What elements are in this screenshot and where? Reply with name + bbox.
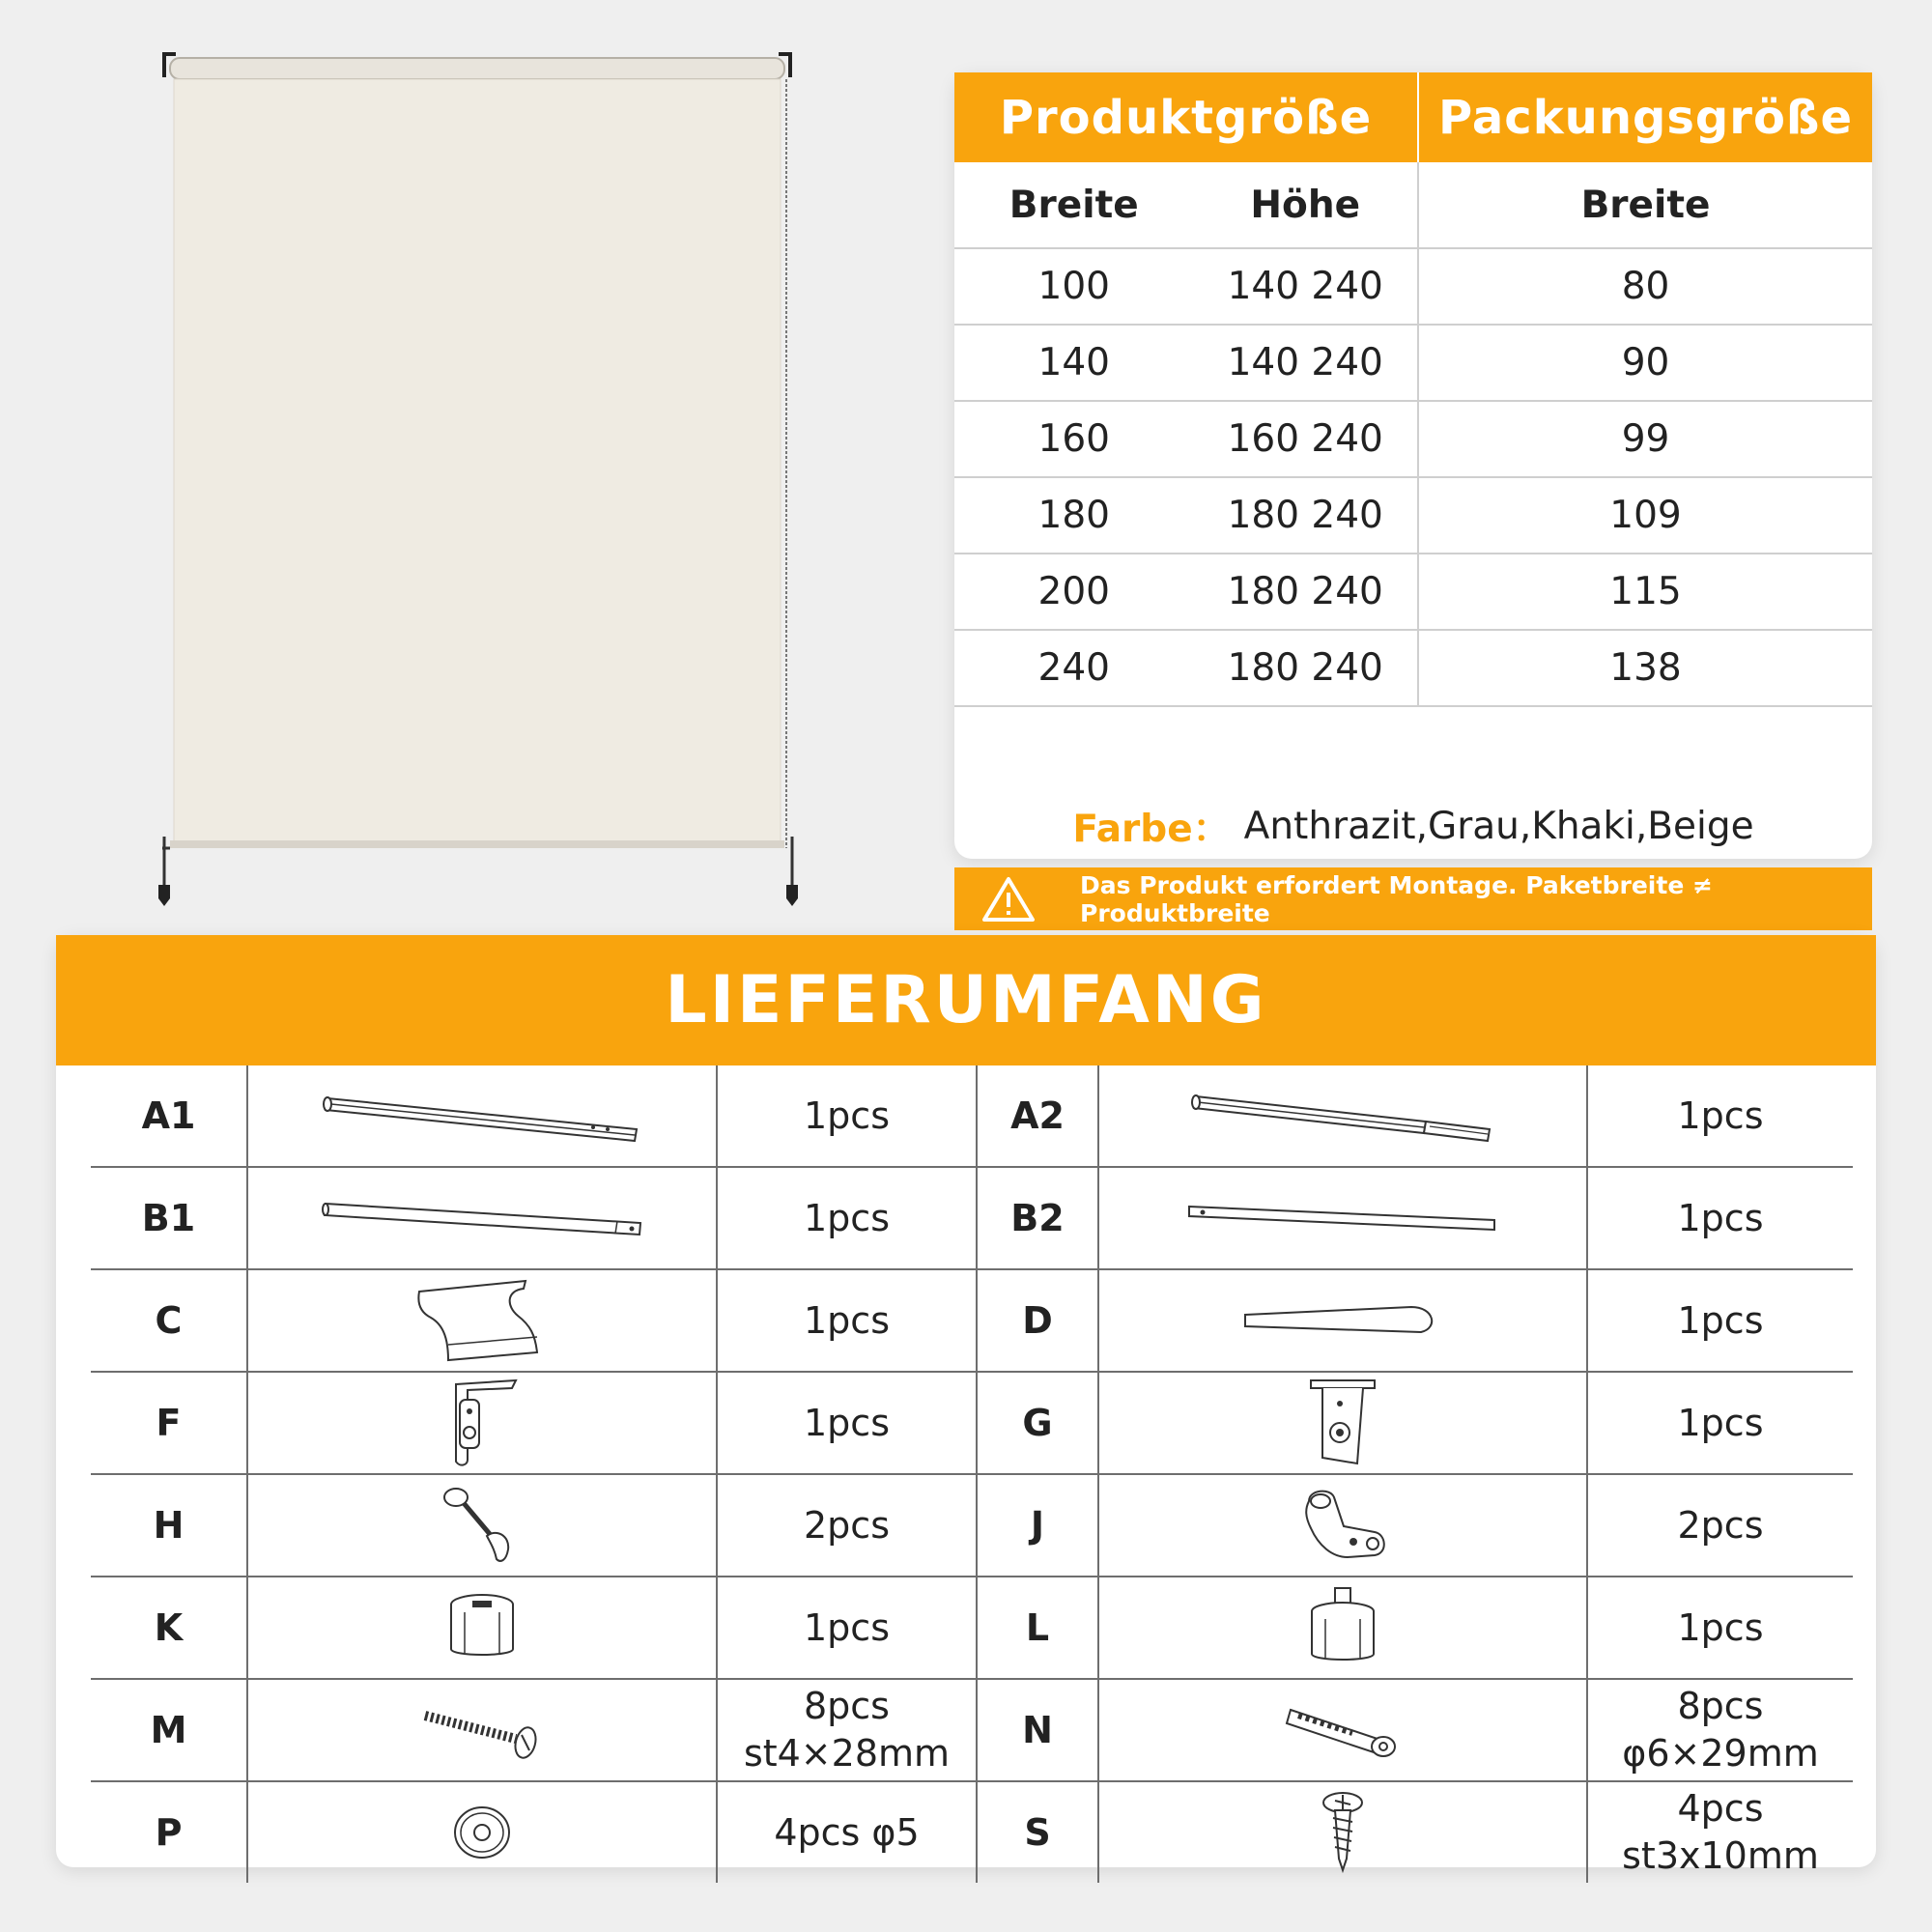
part-code: B1 — [141, 1197, 196, 1239]
quantity-count: 8pcs — [1677, 1685, 1764, 1727]
part-quantity: 1pcs — [1677, 1094, 1764, 1137]
part-code: D — [1022, 1299, 1053, 1342]
table-row — [91, 1373, 1853, 1475]
width-cell: 140 — [1037, 341, 1110, 384]
color-label: Farbe： — [1072, 808, 1231, 851]
part-code: L — [1025, 1606, 1050, 1649]
size-table-header — [954, 72, 1872, 162]
height-cell: 180 240 — [1193, 478, 1419, 553]
table-row — [954, 478, 1872, 554]
color-values: Anthrazit,Grau,Khaki,Beige — [1243, 804, 1754, 848]
quantity-count: 8pcs — [803, 1685, 890, 1727]
size-table-subheader — [954, 162, 1872, 249]
width-cell: 200 — [1037, 570, 1110, 613]
washer-icon — [448, 1799, 516, 1866]
height-cell: 140 240 — [1193, 249, 1419, 324]
part-code: A1 — [141, 1094, 196, 1137]
parts-grid — [91, 1065, 1853, 1883]
roller-blind-illustration — [155, 46, 811, 916]
height-cell: 180 240 — [1193, 631, 1419, 705]
quantity-size: st4×28mm — [743, 1732, 951, 1775]
quantity-size: φ6×29mm — [1622, 1732, 1819, 1775]
col-package-width-label: Breite — [1580, 183, 1711, 227]
height-cell: 180 240 — [1193, 554, 1419, 629]
rod-icon — [318, 1194, 646, 1242]
part-code: B2 — [1010, 1197, 1065, 1239]
part-quantity — [1622, 1683, 1818, 1777]
roller-blind-icon — [155, 46, 811, 916]
part-quantity: 1pcs — [804, 1196, 890, 1239]
col-width-label: Breite — [1009, 183, 1139, 227]
table-row — [954, 631, 1872, 707]
width-cell: 160 — [1037, 417, 1110, 461]
bracket-icon — [1299, 1377, 1386, 1469]
table-row — [954, 402, 1872, 478]
profile-rail-icon — [318, 1087, 646, 1145]
package-cell: 80 — [1621, 265, 1670, 308]
small-screw-icon — [1314, 1789, 1372, 1876]
table-row — [91, 1782, 1853, 1883]
screw-icon — [419, 1696, 545, 1764]
table-row — [954, 554, 1872, 631]
part-quantity: 1pcs — [1677, 1401, 1764, 1444]
table-row — [91, 1577, 1853, 1680]
package-cell: 90 — [1621, 341, 1670, 384]
end-plug-icon — [1304, 1584, 1381, 1671]
table-row — [91, 1065, 1853, 1168]
part-quantity: 1pcs — [804, 1094, 890, 1137]
table-row — [91, 1680, 1853, 1782]
wall-plug-icon — [1285, 1696, 1401, 1764]
table-row — [91, 1168, 1853, 1270]
handle-icon — [1241, 1301, 1444, 1340]
part-code: N — [1022, 1709, 1053, 1751]
warning-triangle-icon — [981, 875, 1036, 923]
part-quantity — [744, 1683, 950, 1777]
col-height-label: Höhe — [1193, 162, 1419, 247]
package-cell: 109 — [1609, 494, 1682, 537]
part-code: M — [150, 1709, 187, 1751]
part-quantity: 2pcs — [804, 1503, 890, 1547]
product-size-header: Produktgröße — [954, 72, 1419, 162]
table-row — [954, 326, 1872, 402]
bracket-icon — [439, 1377, 526, 1469]
table-row — [91, 1270, 1853, 1373]
warning-text: Das Produkt erfordert Montage. Paketbreite ≠ Produktbreite — [1080, 870, 1713, 927]
assembly-warning-bar — [954, 867, 1872, 930]
part-code: J — [1030, 1504, 1045, 1547]
profile-rail-extension-icon — [1188, 1087, 1497, 1145]
quantity-size: st3x10mm — [1622, 1834, 1819, 1877]
package-cell: 138 — [1609, 646, 1682, 690]
width-cell: 240 — [1037, 646, 1110, 690]
size-table-body — [954, 249, 1872, 707]
cover-profile-icon — [410, 1277, 554, 1364]
part-code: G — [1022, 1402, 1053, 1444]
part-quantity — [1622, 1785, 1819, 1880]
part-quantity: 1pcs — [1677, 1196, 1764, 1239]
rod-icon — [1183, 1199, 1502, 1237]
table-row — [91, 1475, 1853, 1577]
part-code: S — [1024, 1811, 1051, 1854]
height-cell: 140 240 — [1193, 326, 1419, 400]
package-cell: 115 — [1609, 570, 1682, 613]
table-row — [954, 249, 1872, 326]
quantity-count: 4pcs — [1677, 1787, 1764, 1830]
package-size-header: Packungsgröße — [1437, 90, 1853, 145]
size-table-card — [954, 72, 1872, 927]
part-quantity: 2pcs — [1677, 1503, 1764, 1547]
part-quantity: 1pcs — [1677, 1298, 1764, 1342]
color-options — [954, 782, 1872, 869]
part-quantity: 4pcs φ5 — [774, 1810, 920, 1854]
width-cell: 100 — [1037, 265, 1110, 308]
clip-icon — [1290, 1482, 1396, 1569]
hook-icon — [439, 1482, 526, 1569]
contents-title: LIEFERUMFANG — [56, 935, 1876, 1065]
part-code: H — [153, 1504, 185, 1547]
part-code: P — [155, 1811, 183, 1854]
height-cell: 160 240 — [1193, 402, 1419, 476]
part-quantity: 1pcs — [1677, 1605, 1764, 1649]
part-quantity: 1pcs — [804, 1401, 890, 1444]
part-code: A2 — [1010, 1094, 1065, 1137]
part-code: F — [156, 1402, 182, 1444]
part-quantity: 1pcs — [804, 1605, 890, 1649]
package-cell: 99 — [1621, 417, 1670, 461]
part-code: K — [154, 1606, 184, 1649]
part-quantity: 1pcs — [804, 1298, 890, 1342]
part-code: C — [155, 1299, 183, 1342]
contents-card — [56, 935, 1876, 1877]
end-cap-icon — [443, 1589, 521, 1666]
width-cell: 180 — [1037, 494, 1110, 537]
